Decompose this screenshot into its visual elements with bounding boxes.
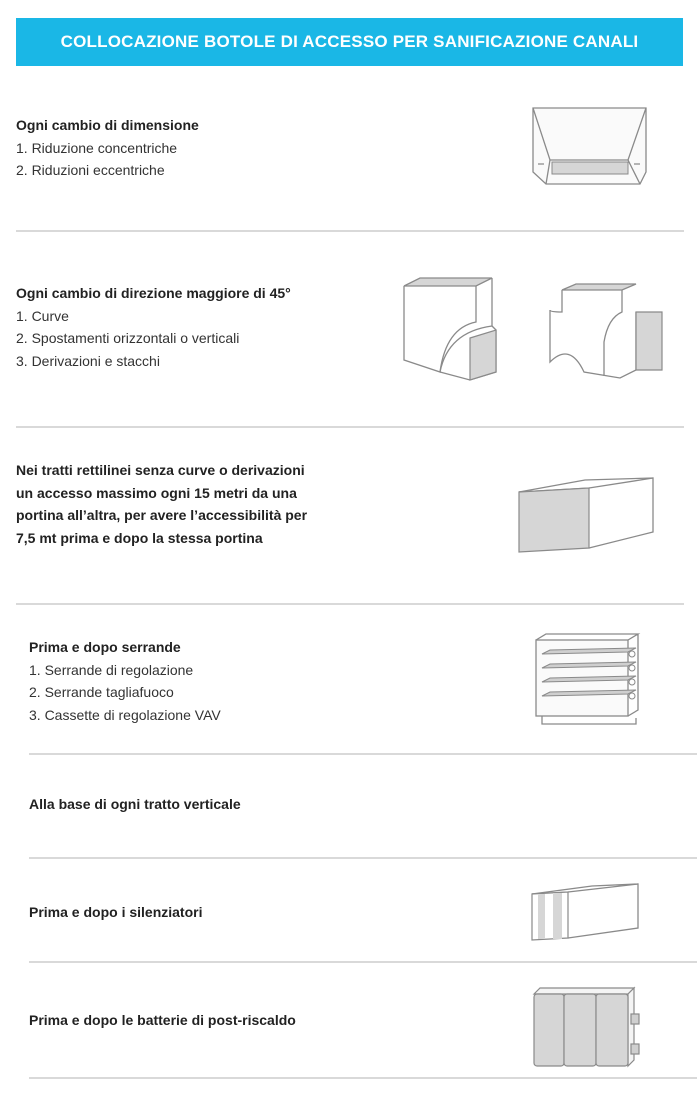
section-divider bbox=[29, 753, 697, 755]
list-item: 1. Serrande di regolazione bbox=[29, 661, 194, 678]
section-divider bbox=[16, 426, 684, 428]
section-title: Prima e dopo le batterie di post-riscaldo bbox=[29, 1012, 296, 1028]
list-item: 2. Serrande tagliafuoco bbox=[29, 684, 174, 700]
section-divider bbox=[16, 230, 684, 232]
list-item: 1. Riduzione concentriche bbox=[16, 139, 178, 156]
section-divider bbox=[29, 1077, 697, 1079]
section-direction-change bbox=[16, 282, 291, 372]
section-title: Ogni cambio di dimensione bbox=[16, 117, 199, 133]
text-line: un accesso massimo ogni 15 metri da una bbox=[16, 484, 297, 501]
duct-reduction-icon bbox=[528, 104, 653, 194]
list-item: 3. Derivazioni e stacchi bbox=[16, 352, 160, 369]
section-divider bbox=[29, 961, 697, 963]
section-vertical-base bbox=[29, 793, 241, 816]
section-heating-coils bbox=[29, 1009, 296, 1032]
section-title: Ogni cambio di direzione maggiore di 45° bbox=[16, 285, 291, 301]
list-item: 3. Cassette di regolazione VAV bbox=[29, 706, 221, 723]
text-line: 7,5 mt prima e dopo la stessa portina bbox=[16, 529, 263, 546]
section-size-change bbox=[16, 114, 199, 182]
section-title: Prima e dopo i silenziatori bbox=[29, 904, 203, 920]
text-line: portina all’altra, per avere l’accessibilità per bbox=[16, 507, 308, 523]
section-straight-run bbox=[16, 459, 307, 549]
list-item: 2. Riduzioni eccentriche bbox=[16, 162, 165, 178]
section-divider bbox=[16, 603, 684, 605]
section-title: Prima e dopo serrande bbox=[29, 639, 181, 655]
section-silencers bbox=[29, 901, 202, 924]
silencer-icon bbox=[528, 880, 643, 945]
section-divider bbox=[29, 857, 697, 859]
list-item: 1. Curve bbox=[16, 307, 69, 324]
section-dampers bbox=[29, 636, 221, 726]
straight-duct-icon bbox=[515, 474, 660, 556]
text-line: Nei tratti rettilinei senza curve o derivazioni bbox=[16, 462, 305, 478]
heating-coil-icon bbox=[530, 986, 645, 1072]
page-title: COLLOCAZIONE BOTOLE DI ACCESSO PER SANIFICAZIONE CANALI bbox=[16, 18, 683, 66]
list-item: 2. Spostamenti orizzontali o verticali bbox=[16, 330, 240, 346]
duct-bend-icon bbox=[400, 272, 670, 392]
section-title: Alla base di ogni tratto verticale bbox=[29, 796, 241, 812]
damper-icon bbox=[532, 632, 644, 728]
